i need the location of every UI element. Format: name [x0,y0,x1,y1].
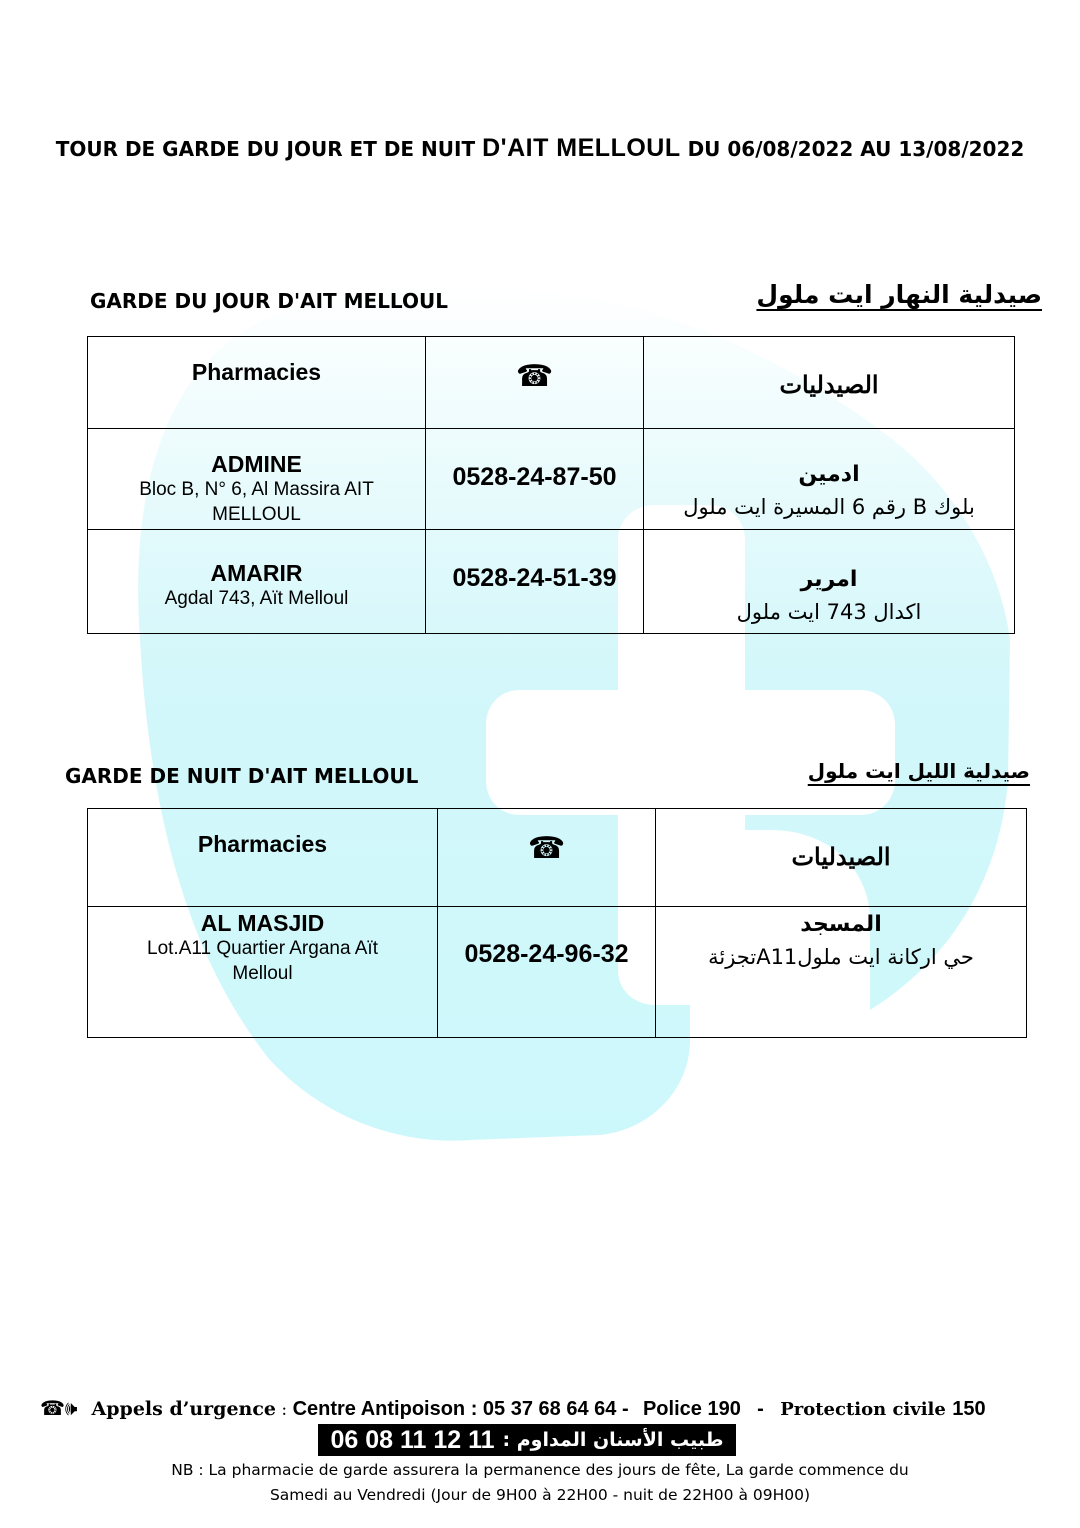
night-pharmacy-table [87,808,1027,1038]
pharmacy-address-ar: بلوك B رقم 6 المسيرة ايت ملول [683,495,975,519]
header-pharmacies-ar: الصيدليات [644,337,1015,429]
pharmacy-phone: 0528-24-51-39 [452,564,617,592]
dentist-label-ar: طبيب الأسنان المداوم : [502,1429,724,1451]
civil-protection-label: Protection civile [780,1399,946,1420]
title-dates: DU 06/08/2022 AU 13/08/2022 [687,137,1025,161]
night-section-title: GARDE DE NUIT D'AIT MELLOUL [65,764,419,788]
nb-note [0,1458,1080,1508]
police-number: Police 190 [642,1398,741,1420]
antipoison-number: Centre Antipoison : 05 37 68 64 64 - [292,1398,629,1420]
table-header-row [88,809,1027,907]
day-section-title: GARDE DU JOUR D'AIT MELLOUL [90,289,448,313]
table-row [88,907,1027,1038]
phone-icon: ☎ [426,337,644,429]
night-section-title-ar: صيدلية الليل ايت ملول [807,759,1030,783]
page-title [0,134,1080,163]
pharmacy-name: AL MASJID [200,910,325,936]
pharmacy-address: Bloc B, N° 6, Al Massira AIT MELLOUL [139,479,374,525]
pharmacy-phone: 0528-24-96-32 [464,940,629,968]
nb-line-2: Samedi au Vendredi (Jour de 9H00 à 22H00 - nuit de 22H00 à 09H00) [269,1486,811,1504]
pharmacy-name-ar: المسجد [800,912,882,937]
day-pharmacy-table [87,336,1015,634]
day-section-title-ar: صيدلية النهار ايت ملول [756,280,1042,309]
pharmacy-address-ar: حي اركانة ايت ملولA11تجزئة [708,945,974,969]
header-pharmacies: Pharmacies [88,809,438,907]
title-prefix: TOUR DE GARDE DU JOUR ET DE NUIT [55,137,476,161]
civil-protection-number: 150 [952,1398,986,1420]
header-pharmacies: Pharmacies [88,337,426,429]
header-pharmacies-ar: الصيدليات [656,809,1027,907]
pharmacy-phone: 0528-24-87-50 [452,463,617,491]
dentist-on-call [318,1424,736,1456]
pharmacy-name: AMARIR [210,560,303,586]
pharmacy-name: ADMINE [211,451,302,477]
phone-speaker-icon: ☎🕪 [40,1396,78,1420]
table-header-row [88,337,1015,429]
emergency-calls: ☎🕪 Appels d’urgence : Centre Antipoison : 05 37 68 64 64 - Police 190 - Protection civile 150 [40,1396,986,1420]
title-city: D'AIT MELLOUL [482,134,681,162]
nb-line-1: NB : La pharmacie de garde assurera la permanence des jours de fête, La garde commence du [171,1461,909,1479]
table-row [88,429,1015,530]
phone-icon: ☎ [438,809,656,907]
emergency-label: Appels d’urgence [91,1398,277,1420]
pharmacy-address-ar: اكدال 743 ايت ملول [736,600,922,624]
pharmacy-name-ar: ادمين [798,462,860,487]
dentist-number: 06 08 11 12 11 [330,1425,495,1454]
pharmacy-name-ar: امرير [800,567,858,592]
pharmacy-address: Lot.A11 Quartier Argana Aït Melloul [147,938,378,984]
table-row [88,530,1015,634]
pharmacy-address: Agdal 743, Aït Melloul [164,588,349,609]
